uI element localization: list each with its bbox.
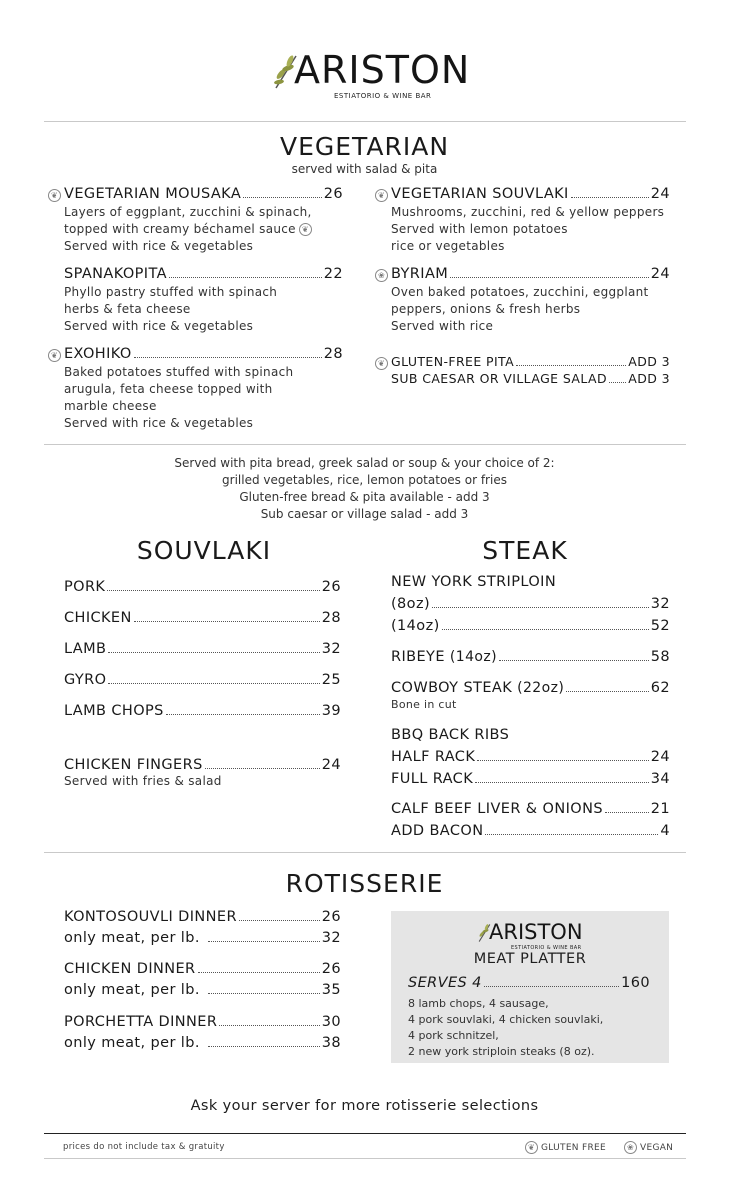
legend-gluten-free: ❦ GLUTEN FREE xyxy=(525,1141,606,1154)
vegetarian-title: VEGETARIAN xyxy=(279,132,450,161)
divider xyxy=(44,852,686,853)
rotisserie-note: Ask your server for more rotisserie selections xyxy=(190,1098,539,1114)
menu-item: KONTOSOUVLI DINNER 26 only meat, per lb. 32 xyxy=(64,909,341,946)
wheat-icon: ❦ xyxy=(375,357,388,370)
wheat-icon: ❦ xyxy=(48,349,61,362)
divider xyxy=(44,1133,686,1134)
logo xyxy=(272,48,471,104)
menu-item: ADD BACON 4 xyxy=(391,823,670,839)
menu-item: PORK 26 xyxy=(64,579,341,595)
wheat-icon: ❦ xyxy=(48,189,61,202)
legend-vegan: ❀ VEGAN xyxy=(624,1141,673,1154)
menu-item: CALF BEEF LIVER & ONIONS 21 xyxy=(391,801,670,817)
wheat-icon: ❦ xyxy=(525,1141,538,1154)
menu-item: ❦ EXOHIKO 28 Baked potatoes stuffed with spinach arugula, feta cheese topped with marble cheese Served with rice & vegetables xyxy=(48,346,343,432)
served-note: Served with pita bread, greek salad or soup & your choice of 2: grilled vegetables, rice, lemon potatoes or fries Gluten-free bread & pita available - add 3 Sub caesar or village salad - add 3 xyxy=(174,456,555,521)
platter-description: 8 lamb chops, 4 sausage, 4 pork souvlaki, 4 chicken souvlaki, 4 pork schnitzel, 2 new york striploin steaks (8 oz). xyxy=(408,997,604,1058)
meat-platter-box xyxy=(391,911,669,1063)
menu-item: PORCHETTA DINNER 30 only meat, per lb. 38 xyxy=(64,1014,341,1051)
menu-item: SPANAKOPITA 22 Phyllo pastry stuffed with spinach herbs & feta cheese Served with rice & vegetables xyxy=(64,266,343,333)
menu-item: GYRO 25 xyxy=(64,672,341,688)
menu-item: (8oz) 32 xyxy=(391,596,670,612)
wheat-icon: ❦ xyxy=(299,223,312,236)
menu-item: SUB CAESAR OR VILLAGE SALAD ADD 3 xyxy=(391,371,670,386)
logo-wordmark: ARISTON xyxy=(294,48,471,92)
platter-title: MEAT PLATTER xyxy=(473,951,587,967)
menu-item: CHICKEN 28 xyxy=(64,610,341,626)
menu-item: LAMB 32 xyxy=(64,641,341,657)
menu-item: ❀ BYRIAM 24 Oven baked potatoes, zucchini, eggplant peppers, onions & fresh herbs Served with rice xyxy=(375,266,670,335)
menu-item: CHICKEN DINNER 26 only meat, per lb. 35 xyxy=(64,961,341,998)
divider xyxy=(44,121,686,122)
menu-item: FULL RACK 34 xyxy=(391,771,670,787)
menu-item: BBQ BACK RIBS xyxy=(391,727,510,743)
menu-item: CHICKEN FINGERS 24 Served with fries & salad xyxy=(64,757,341,788)
menu-item: COWBOY STEAK (22oz) 62 Bone in cut xyxy=(391,680,670,711)
menu-item: ❦ VEGETARIAN MOUSAKA 26 Layers of eggplant, zucchini & spinach, topped with creamy béchamel sauce ❦ Served with rice & vegetables xyxy=(48,186,343,255)
wheat-icon: ❦ xyxy=(375,189,388,202)
menu-item: LAMB CHOPS 39 xyxy=(64,703,341,719)
menu-item: ❦ GLUTEN-FREE PITA ADD 3 xyxy=(375,354,670,370)
leaf-icon: ❀ xyxy=(375,269,388,282)
menu-item: RIBEYE (14oz) 58 xyxy=(391,649,670,665)
divider xyxy=(44,444,686,445)
logo-tagline: ESTIATORIO & WINE BAR xyxy=(511,945,582,951)
logo xyxy=(477,920,587,952)
leaf-icon: ❀ xyxy=(624,1141,637,1154)
menu-item: SERVES 4 160 xyxy=(408,975,650,991)
tax-note: prices do not include tax & gratuity xyxy=(63,1142,225,1152)
vegetarian-subtitle: served with salad & pita xyxy=(291,162,438,176)
logo-tagline: ESTIATORIO & WINE BAR xyxy=(334,92,432,100)
souvlaki-title: SOUVLAKI xyxy=(136,536,272,565)
menu-item: ❦ VEGETARIAN SOUVLAKI 24 Mushrooms, zucchini, red & yellow peppers Served with lemon potatoes rice or vegetables xyxy=(375,186,670,255)
rotisserie-title: ROTISSERIE xyxy=(285,869,444,898)
divider xyxy=(44,1158,686,1159)
logo-wordmark: ARISTON xyxy=(489,920,583,944)
menu-item: (14oz) 52 xyxy=(391,618,670,634)
steak-title: STEAK xyxy=(482,536,568,565)
menu-item: NEW YORK STRIPLOIN xyxy=(391,574,557,590)
menu-item: HALF RACK 24 xyxy=(391,749,670,765)
